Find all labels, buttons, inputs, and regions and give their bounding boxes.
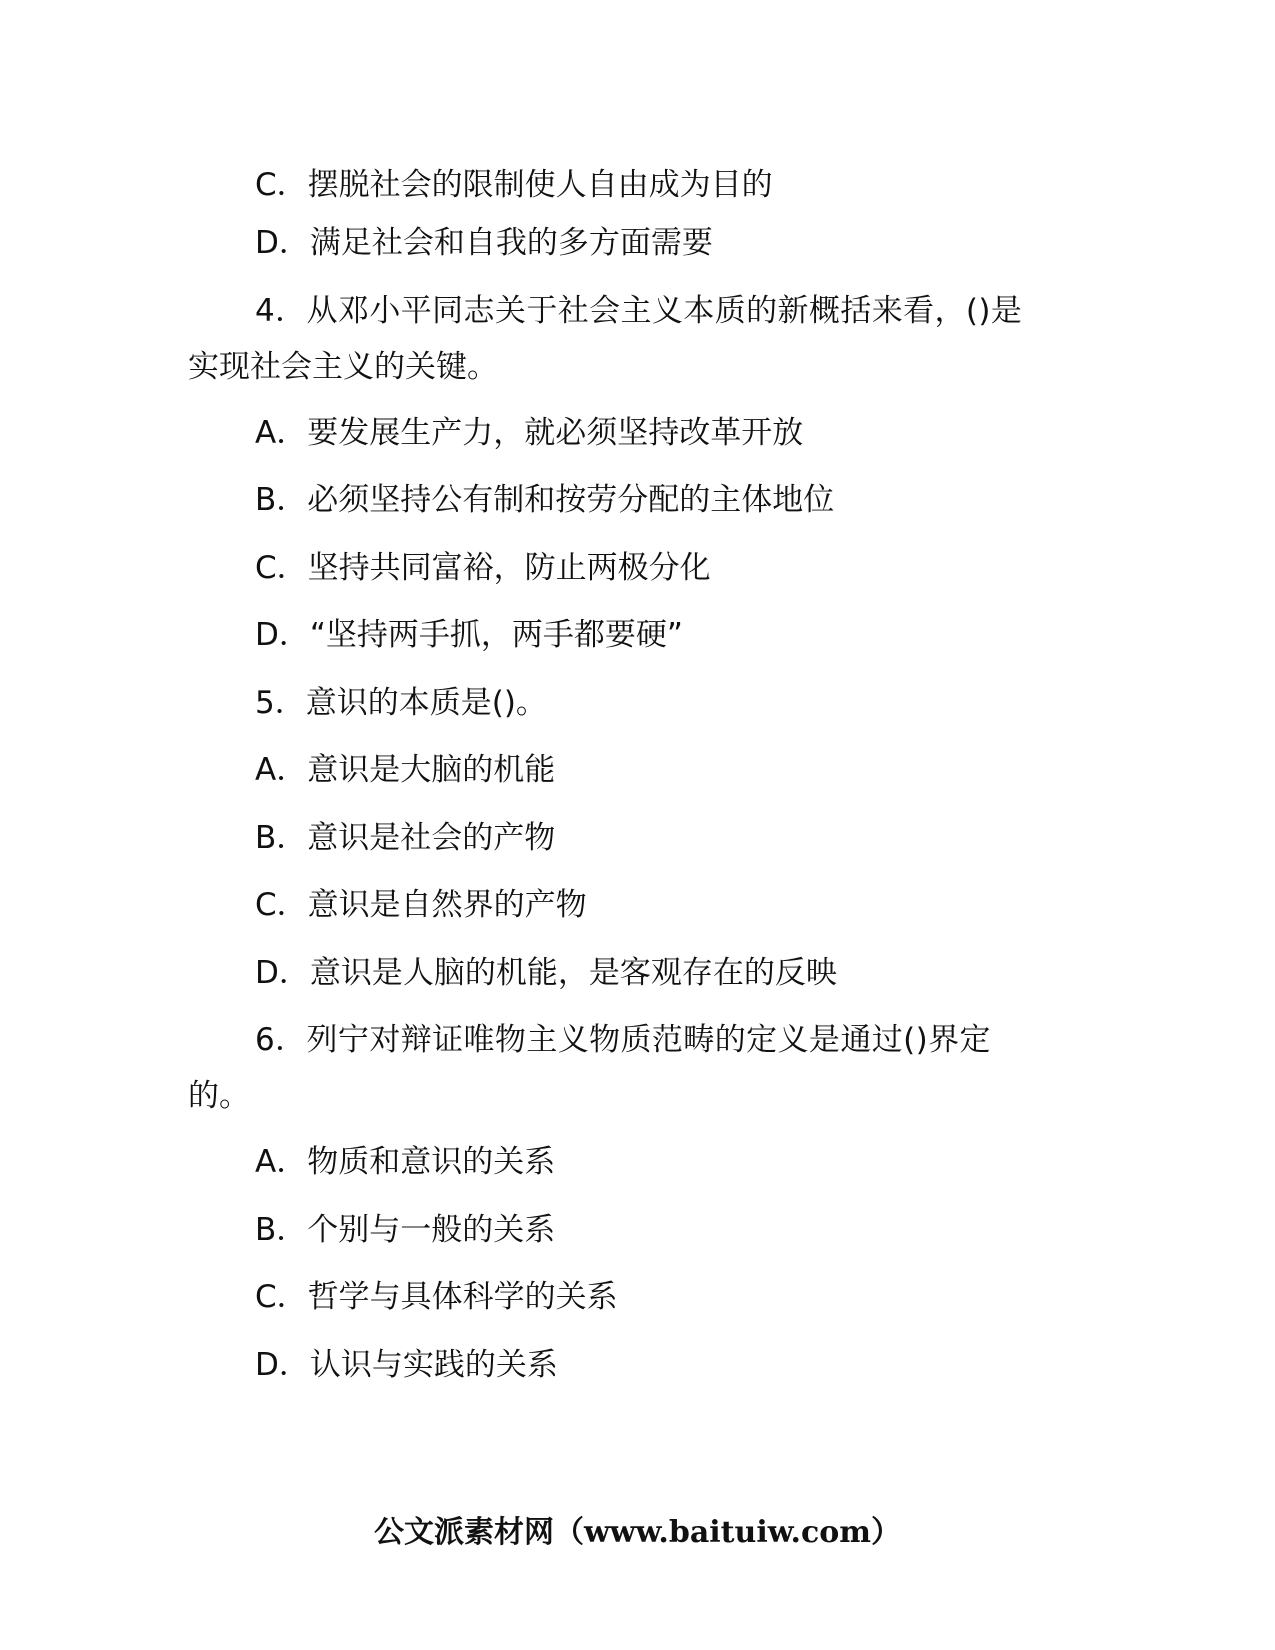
option-4d: D．“坚持两手抓，两手都要硬” <box>255 617 683 653</box>
question-4-line-1: 4．从邓小平同志关于社会主义本质的新概括来看，()是 <box>255 293 1023 329</box>
option-5d: D．意识是人脑的机能，是客观存在的反映 <box>255 955 837 991</box>
question-6-line-1: 6．列宁对辩证唯物主义物质范畴的定义是通过()界定 <box>255 1022 991 1058</box>
option-5b: B．意识是社会的产物 <box>255 820 556 856</box>
question-6-line-2: 的。 <box>188 1078 250 1114</box>
option-4b: B．必须坚持公有制和按劳分配的主体地位 <box>255 482 835 518</box>
option-4a: A．要发展生产力，就必须坚持改革开放 <box>255 415 804 451</box>
option-6d: D．认识与实践的关系 <box>255 1347 558 1383</box>
option-5c: C．意识是自然界的产物 <box>255 887 587 923</box>
option-6b: B．个别与一般的关系 <box>255 1212 556 1248</box>
option-6a: A．物质和意识的关系 <box>255 1144 556 1180</box>
option-3c: C．摆脱社会的限制使人自由成为目的 <box>255 167 773 203</box>
option-6c: C．哲学与具体科学的关系 <box>255 1279 618 1315</box>
question-5: 5．意识的本质是()。 <box>255 685 547 721</box>
question-4-line-2: 实现社会主义的关键。 <box>188 349 498 385</box>
footer-watermark: 公文派素材网（www.baituiw.com） <box>373 1515 902 1550</box>
option-3d: D．满足社会和自我的多方面需要 <box>255 225 713 261</box>
option-5a: A．意识是大脑的机能 <box>255 752 556 788</box>
option-4c: C．坚持共同富裕，防止两极分化 <box>255 550 711 586</box>
